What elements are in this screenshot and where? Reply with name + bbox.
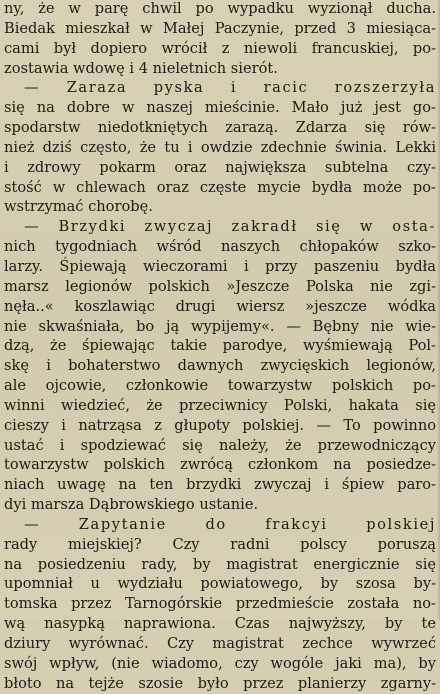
section-heading-line: — Zapytanie do frakcyi polskiej [24, 515, 436, 533]
text-line: nie skwaśniała, bo ją wypijemy«. — Bębny nie wie- [4, 317, 436, 335]
text-line: i zdrowy pokarm oraz największa subtelna czy- [4, 158, 436, 176]
text-line: dyi marsza Dąbrowskiego ustanie. [4, 496, 259, 514]
text-line: zostawia wdowę i 4 nieletnich sierót. [4, 59, 278, 77]
text-line: swój wpływ, (nie wiadomo, czy wogóle jaki ma), by [4, 654, 436, 672]
text-line: dziury wyrównać. Czy magistrat zechce wywrzeć [4, 635, 436, 652]
text-line: nież dziś często, że tu i owdzie zdechnie świnia. Lekki [4, 138, 436, 156]
text-line: na posiedzeniu rady, by magistrat energicznie się [4, 555, 436, 573]
text-line: niach uwagę na ten brzydki zwyczaj i śpiew paro- [4, 476, 436, 494]
article-column [4, 0, 436, 694]
text-line: nich tygodniach wśród naszych chłopaków szko- [4, 238, 436, 256]
text-line: winni wiedzieć, że przeciwnicy Polski, hakata się [4, 396, 436, 414]
text-line: nęła..« koszlawiąc drugi wiersz »jeszcze wódka [4, 297, 436, 315]
text-line: ny, że w parę chwil po wypadku wyzionął ducha. [4, 0, 436, 17]
text-line: larzy. Śpiewają wieczorami i przy paszeniu bydła [4, 257, 436, 275]
text-line: się na dobre w naszej mieścinie. Mało już jest go- [4, 99, 436, 117]
section-heading-line: — Brzydki zwyczaj zakradł się w osta- [24, 218, 436, 236]
text-line: wstrzymać chorobę. [4, 198, 153, 216]
text-line: cami był dopiero wrócił z niewoli francuskiej, po- [4, 39, 436, 57]
text-line: cieszy i natrząsa z głupoty polskiej. — To powinno [4, 416, 436, 434]
text-line: tomska przez Tarnogórskie przedmieście została no- [4, 595, 436, 613]
text-line: spodarstw niedotkniętych zarazą. Zdarza się rów- [4, 119, 436, 137]
section-heading-line: — Zaraza pyska i racic rozszerzyła [24, 79, 436, 97]
text-line: skę i bohaterstwo dawnych zwycięskich legionów, [4, 357, 436, 375]
text-line: rady miejskiej? Czy radni polscy poruszą [4, 535, 436, 553]
text-line: błoto na tejże szosie było przez planierzy zgarny- [4, 674, 436, 692]
text-line: marsz legionów polskich »Jeszcze Polska nie zgi- [4, 277, 436, 295]
text-line: ale ojcowie, członkowie towarzystw polskich po- [4, 377, 436, 395]
text-line: upomniał u wydziału powiatowego, by szosa by- [4, 575, 436, 593]
text-line: towarzystw polskich zwrócą członkom na posiedze- [4, 456, 436, 474]
text-line: wą nasypką naprawiona. Czas najwyższy, by te [4, 615, 436, 633]
text-line: ustać i spodziewać się należy, że przewodniczący [4, 436, 436, 454]
text-line: stość w chlewach oraz częste mycie bydła może po- [4, 178, 436, 196]
text-line: Biedak mieszkał w Małej Paczynie, przed 3 miesiąca- [4, 19, 436, 37]
text-line: dzą, że śpiewając takie parodye, wyśmiewają Pol- [4, 337, 436, 355]
